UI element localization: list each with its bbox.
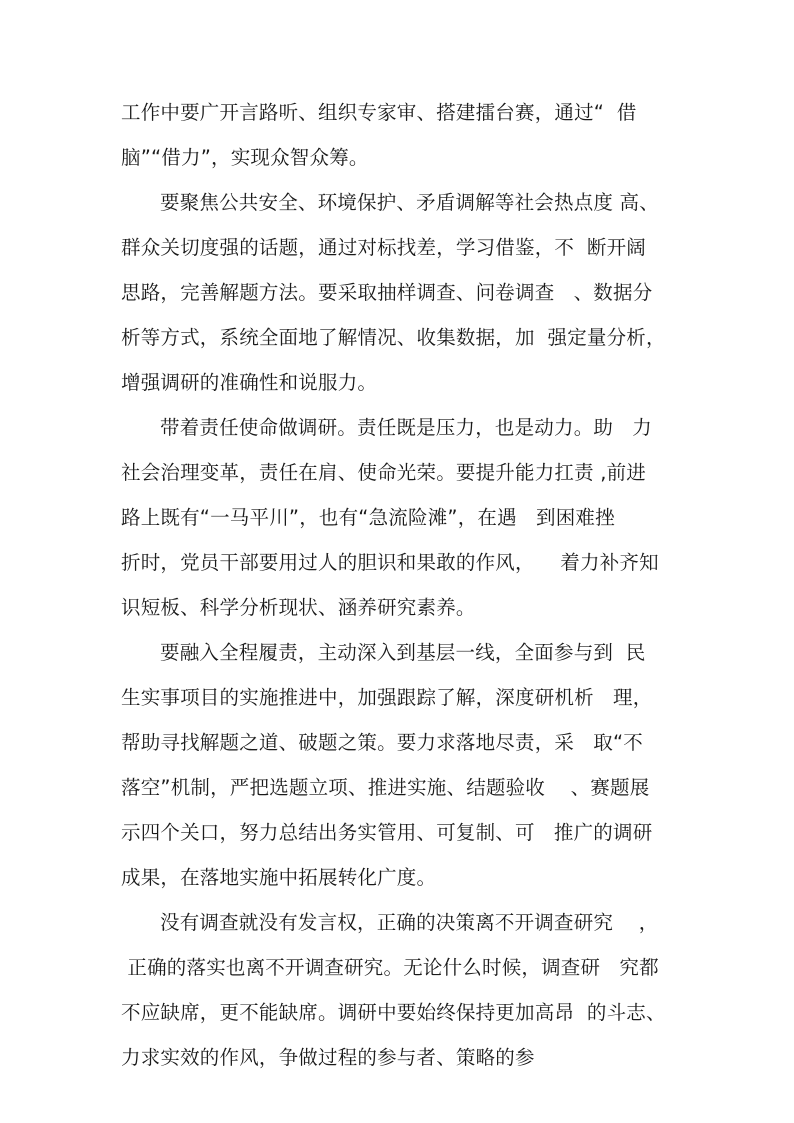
text-line: 社会治理变革，责任在肩、使命光荣。要提升能力扛责 ,前进 (121, 461, 646, 484)
text-line: 增强调研的准确性和说服力。 (121, 371, 378, 394)
text-line: 析等方式，系统全面地了解情况、收集数据，加 强定量分析， (121, 326, 666, 349)
text-line: 路上既有“一马平川”，也有“急流险滩”，在遇 到困难挫 (121, 506, 615, 529)
paragraph-start-line: 没有调查就没有发言权，正确的决策离不开调查研究 ， (160, 911, 659, 934)
text-line: 生实事项目的实施推进中，加强跟踪了解，深度研机析 理， (121, 686, 653, 709)
text-line: 脑”“借力”，实现众智众筹。 (121, 146, 369, 169)
text-line: 成果，在落地实施中拓展转化广度。 (121, 866, 437, 889)
text-line: 不应缺席，更不能缺席。调研中要始终保持更加高昂 的斗志、 (121, 1001, 666, 1024)
paragraph-start-line: 带着责任使命做调研。责任既是压力，也是动力。助 力 (160, 416, 652, 439)
text-line: 帮助寻找解题之道、破题之策。要力求落地尽责，采 取“不 (121, 731, 643, 754)
text-line: 工作中要广开言路听、组织专家审、搭建擂台赛，通过“ 借 (121, 101, 637, 124)
text-line: 正确的落实也离不开调查研究。无论什么时候，调查研 究都 (121, 956, 659, 979)
text-line: 力求实效的作风，争做过程的参与者、策略的参 (121, 1046, 535, 1069)
text-line: 思路，完善解题方法。要采取抽样调查、问卷调查 、数据分 (121, 281, 653, 304)
paragraph-start-line: 要融入全程履责，主动深入到基层一线，全面参与到 民 (160, 641, 646, 664)
text-line: 折时，党员干部要用过人的胆识和果敢的作风， 着力补齐知 (121, 551, 659, 574)
paragraph-start-line: 要聚焦公共安全、环境保护、矛盾调解等社会热点度 高、 (160, 191, 659, 214)
text-line: 识短板、科学分析现状、涵养研究素养。 (121, 596, 476, 619)
text-line: 落空”机制，严把选题立项、推进实施、结题验收 、赛题展 (121, 776, 650, 799)
text-line: 示四个关口，努力总结出务实管用、可复制、可 推广的调研 (121, 821, 653, 844)
text-line: 群众关切度强的话题，通过对标找差，学习借鉴，不 断开阔 (121, 236, 646, 259)
